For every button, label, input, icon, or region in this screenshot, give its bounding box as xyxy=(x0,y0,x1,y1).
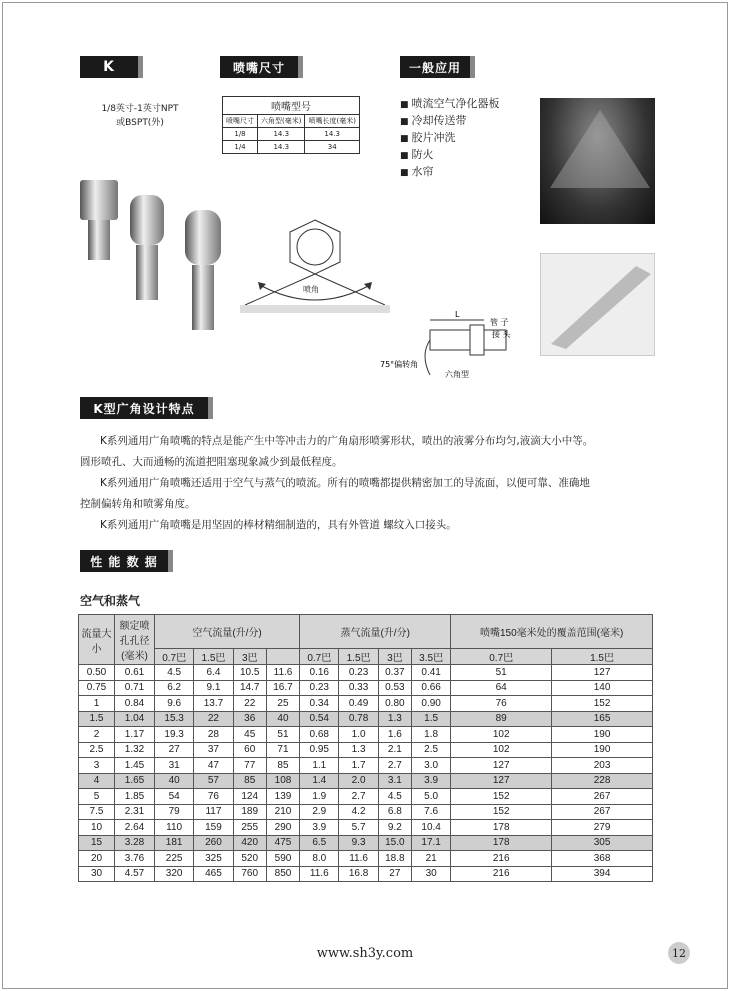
table-cell: 0.90 xyxy=(411,696,450,712)
table-cell: 1.3 xyxy=(339,742,378,758)
table-cell: 139 xyxy=(266,789,299,805)
coverage-pressure: 0.7巴 xyxy=(451,649,552,665)
dim-cell: 14.3 xyxy=(305,128,359,141)
table-cell: 30 xyxy=(79,866,115,882)
table-cell: 54 xyxy=(155,789,194,805)
table-cell: 71 xyxy=(266,742,299,758)
table-cell: 0.84 xyxy=(115,696,155,712)
table-cell: 1.17 xyxy=(115,727,155,743)
spray-angle-diagram xyxy=(240,210,390,320)
table-cell: 225 xyxy=(155,851,194,867)
table-cell: 5.7 xyxy=(339,820,378,836)
table-cell: 0.78 xyxy=(339,711,378,727)
table-cell: 0.49 xyxy=(339,696,378,712)
table-cell: 21 xyxy=(411,851,450,867)
table-cell: 165 xyxy=(552,711,653,727)
table-cell: 18.8 xyxy=(378,851,411,867)
table-cell: 216 xyxy=(451,851,552,867)
table-row xyxy=(79,866,653,882)
table-cell: 1.7 xyxy=(339,758,378,774)
table-cell: 7.6 xyxy=(411,804,450,820)
table-cell: 394 xyxy=(552,866,653,882)
table-cell: 0.16 xyxy=(300,665,339,681)
table-cell: 305 xyxy=(552,835,653,851)
table-cell: 76 xyxy=(194,789,233,805)
table-cell: 127 xyxy=(552,665,653,681)
table-cell: 89 xyxy=(451,711,552,727)
table-cell: 108 xyxy=(266,773,299,789)
table-cell: 9.2 xyxy=(378,820,411,836)
table-cell: 0.41 xyxy=(411,665,450,681)
table-cell: 30 xyxy=(411,866,450,882)
table-cell: 4.2 xyxy=(339,804,378,820)
table-cell: 1.9 xyxy=(300,789,339,805)
table-row xyxy=(79,851,653,867)
table-cell: 465 xyxy=(194,866,233,882)
table-row xyxy=(79,789,653,805)
table-cell: 37 xyxy=(194,742,233,758)
design-paragraph-2: K系列通用广角喷嘴还适用于空气与蒸气的喷流。所有的喷嘴都提供精密加工的导流面，以便可靠、准确地 xyxy=(100,477,590,489)
table-cell: 9.1 xyxy=(194,680,233,696)
table-row xyxy=(79,680,653,696)
table-cell: 57 xyxy=(194,773,233,789)
deflection-diagram xyxy=(370,305,530,385)
table-cell: 47 xyxy=(194,758,233,774)
table-cell: 8.0 xyxy=(300,851,339,867)
table-cell: 2.1 xyxy=(378,742,411,758)
design-tag: K型广角设计特点 xyxy=(80,397,208,419)
table-cell: 2.7 xyxy=(378,758,411,774)
table-cell: 6.4 xyxy=(194,665,233,681)
table-cell: 76 xyxy=(451,696,552,712)
table-cell: 2.31 xyxy=(115,804,155,820)
table-cell: 31 xyxy=(155,758,194,774)
table-cell: 16.8 xyxy=(339,866,378,882)
table-cell: 64 xyxy=(451,680,552,696)
table-cell: 85 xyxy=(233,773,266,789)
table-cell: 2.64 xyxy=(115,820,155,836)
table-cell: 279 xyxy=(552,820,653,836)
table-cell: 368 xyxy=(552,851,653,867)
table-row xyxy=(79,696,653,712)
table-cell: 27 xyxy=(378,866,411,882)
table-cell: 51 xyxy=(451,665,552,681)
table-cell: 60 xyxy=(233,742,266,758)
steam-pressure: 3巴 xyxy=(378,649,411,665)
design-paragraph-3: K系列通用广角喷嘴是用坚固的棒材精细制造的，具有外管道 螺纹入口接头。 xyxy=(100,519,457,531)
applications-list xyxy=(400,96,500,181)
table-cell: 4.57 xyxy=(115,866,155,882)
table-cell: 15 xyxy=(79,835,115,851)
table-cell: 4.5 xyxy=(155,665,194,681)
table-cell: 320 xyxy=(155,866,194,882)
table-cell: 1.5 xyxy=(411,711,450,727)
spray-photo-side xyxy=(540,253,655,356)
table-cell: 36 xyxy=(233,711,266,727)
table-cell: 190 xyxy=(552,727,653,743)
table-row xyxy=(79,742,653,758)
table-cell: 178 xyxy=(451,835,552,851)
table-cell: 181 xyxy=(155,835,194,851)
performance-table xyxy=(78,614,653,882)
table-cell: 0.95 xyxy=(300,742,339,758)
table-row xyxy=(79,758,653,774)
series-tag: K xyxy=(80,56,138,78)
table-cell: 15.0 xyxy=(378,835,411,851)
table-cell: 0.23 xyxy=(300,680,339,696)
table-cell: 7.5 xyxy=(79,804,115,820)
performance-body xyxy=(79,665,653,882)
table-cell: 210 xyxy=(266,804,299,820)
application-item: ■ 冷却传送带 xyxy=(400,113,500,130)
dim-cell: 1/4 xyxy=(223,141,258,154)
table-cell: 475 xyxy=(266,835,299,851)
air-pressure: 3巴 xyxy=(233,649,266,665)
table-cell: 2.7 xyxy=(339,789,378,805)
page-number: 12 xyxy=(668,942,690,964)
table-cell: 124 xyxy=(233,789,266,805)
air-pressure: 0.7巴 xyxy=(155,649,194,665)
table-cell: 3.0 xyxy=(411,758,450,774)
steam-pressure: 1.5巴 xyxy=(339,649,378,665)
thread-spec xyxy=(90,102,190,130)
table-cell: 28 xyxy=(194,727,233,743)
table-cell: 140 xyxy=(552,680,653,696)
size-tag: 喷嘴尺寸 xyxy=(220,56,298,78)
table-cell: 11.6 xyxy=(339,851,378,867)
table-cell: 152 xyxy=(451,789,552,805)
table-row xyxy=(79,727,653,743)
table-cell: 3.28 xyxy=(115,835,155,851)
pipe-label-1: 管 子 xyxy=(490,318,509,327)
table-cell: 0.66 xyxy=(411,680,450,696)
table-cell: 1.0 xyxy=(339,727,378,743)
table-cell: 178 xyxy=(451,820,552,836)
table-cell: 2.0 xyxy=(339,773,378,789)
dim-header: 喷嘴尺寸 xyxy=(223,115,258,128)
table-cell: 17.1 xyxy=(411,835,450,851)
spray-photo-front xyxy=(540,98,655,224)
table-cell: 79 xyxy=(155,804,194,820)
table-cell: 3.9 xyxy=(411,773,450,789)
table-cell: 189 xyxy=(233,804,266,820)
table-row xyxy=(79,665,653,681)
table-cell: 5.0 xyxy=(411,789,450,805)
application-item: ■ 防火 xyxy=(400,147,500,164)
table-cell: 16.7 xyxy=(266,680,299,696)
dim-cell: 1/8 xyxy=(223,128,258,141)
hex-label: 六角型 xyxy=(445,370,469,379)
table-cell: 255 xyxy=(233,820,266,836)
table-cell: 2 xyxy=(79,727,115,743)
application-item: ■ 喷流空气净化器板 xyxy=(400,96,500,113)
table-cell: 190 xyxy=(552,742,653,758)
table-cell: 10.5 xyxy=(233,665,266,681)
header-steam: 蒸气流量(升/分) xyxy=(300,615,451,649)
table-cell: 6.5 xyxy=(300,835,339,851)
steam-pressure: 3.5巴 xyxy=(411,649,450,665)
table-cell: 51 xyxy=(266,727,299,743)
table-cell: 10.4 xyxy=(411,820,450,836)
table-row xyxy=(79,711,653,727)
thread-spec-line1: 1/8英寸-1英寸NPT xyxy=(101,104,179,114)
pipe-label-2: 接 头 xyxy=(492,330,511,339)
table-cell: 40 xyxy=(266,711,299,727)
header-air: 空气流量(升/分) xyxy=(155,615,300,649)
application-tag: 一般应用 xyxy=(400,56,470,78)
table-cell: 9.6 xyxy=(155,696,194,712)
table-cell: 0.71 xyxy=(115,680,155,696)
table-cell: 1.5 xyxy=(79,711,115,727)
table-cell: 520 xyxy=(233,851,266,867)
header-coverage: 喷嘴150毫米处的覆盖范围(毫米) xyxy=(451,615,653,649)
table-cell: 0.54 xyxy=(300,711,339,727)
table-cell: 0.53 xyxy=(378,680,411,696)
table-cell: 1.65 xyxy=(115,773,155,789)
table-cell: 152 xyxy=(451,804,552,820)
design-paragraph-2b: 控制偏转角和喷雾角度。 xyxy=(80,498,196,510)
table-row xyxy=(79,820,653,836)
table-row xyxy=(79,835,653,851)
table-cell: 40 xyxy=(155,773,194,789)
nozzle-photo xyxy=(70,150,240,340)
table-cell: 4.5 xyxy=(378,789,411,805)
table-cell: 127 xyxy=(451,758,552,774)
table-cell: 0.23 xyxy=(339,665,378,681)
table-cell: 3.1 xyxy=(378,773,411,789)
application-item: ■ 胶片冲洗 xyxy=(400,130,500,147)
table-cell: 760 xyxy=(233,866,266,882)
table-cell: 325 xyxy=(194,851,233,867)
table-cell: 3.9 xyxy=(300,820,339,836)
table-cell: 152 xyxy=(552,696,653,712)
table-cell: 290 xyxy=(266,820,299,836)
table-cell: 127 xyxy=(451,773,552,789)
dim-cell: 14.3 xyxy=(258,141,305,154)
table-cell: 6.2 xyxy=(155,680,194,696)
table-cell: 102 xyxy=(451,742,552,758)
table-cell: 85 xyxy=(266,758,299,774)
table-cell: 0.34 xyxy=(300,696,339,712)
header-flow: 流量大小 xyxy=(79,615,115,665)
table-cell: 228 xyxy=(552,773,653,789)
table-cell: 420 xyxy=(233,835,266,851)
table-cell: 1.32 xyxy=(115,742,155,758)
table-cell: 19.3 xyxy=(155,727,194,743)
table-cell: 267 xyxy=(552,804,653,820)
table-cell: 2.5 xyxy=(79,742,115,758)
table-cell: 0.61 xyxy=(115,665,155,681)
table-cell: 110 xyxy=(155,820,194,836)
table-cell: 11.6 xyxy=(266,665,299,681)
table-cell: 267 xyxy=(552,789,653,805)
table-cell: 0.50 xyxy=(79,665,115,681)
table-cell: 1.1 xyxy=(300,758,339,774)
table-cell: 1.3 xyxy=(378,711,411,727)
dimension-table xyxy=(222,96,360,154)
air-pressure: 1.5巴 xyxy=(194,649,233,665)
table-cell: 14.7 xyxy=(233,680,266,696)
table-cell: 216 xyxy=(451,866,552,882)
dim-title: 喷嘴型号 xyxy=(223,97,360,115)
deflection-label: 75°偏转角 xyxy=(380,360,419,369)
table-cell: 1 xyxy=(79,696,115,712)
table-cell: 27 xyxy=(155,742,194,758)
table-cell: 10 xyxy=(79,820,115,836)
table-cell: 2.9 xyxy=(300,804,339,820)
table-cell: 45 xyxy=(233,727,266,743)
coverage-pressure: 1.5巴 xyxy=(552,649,653,665)
table-cell: 0.68 xyxy=(300,727,339,743)
dim-header: 喷嘴长度(毫米) xyxy=(305,115,359,128)
design-paragraph-1b: 圆形喷孔、大而通畅的流道把阻塞现象减少到最低程度。 xyxy=(80,456,343,468)
table-row xyxy=(79,773,653,789)
table-cell: 3.76 xyxy=(115,851,155,867)
table-cell: 22 xyxy=(194,711,233,727)
table-cell: 11.6 xyxy=(300,866,339,882)
table-cell: 1.04 xyxy=(115,711,155,727)
header-diameter: 额定喷孔孔径(毫米) xyxy=(115,615,155,665)
table-cell: 1.4 xyxy=(300,773,339,789)
table-cell: 2.5 xyxy=(411,742,450,758)
dim-header: 六角型(毫米) xyxy=(258,115,305,128)
table-cell: 159 xyxy=(194,820,233,836)
table-cell: 1.8 xyxy=(411,727,450,743)
thread-spec-line2: 或BSPT(外) xyxy=(116,118,164,128)
table-cell: 1.6 xyxy=(378,727,411,743)
table-cell: 0.33 xyxy=(339,680,378,696)
table-cell: 22 xyxy=(233,696,266,712)
footer-url: www.sh3y.com xyxy=(316,946,414,961)
table-cell: 3 xyxy=(79,758,115,774)
dim-cell: 34 xyxy=(305,141,359,154)
table-cell: 25 xyxy=(266,696,299,712)
table-cell: 590 xyxy=(266,851,299,867)
table-cell: 0.37 xyxy=(378,665,411,681)
table-cell: 5 xyxy=(79,789,115,805)
table-cell: 9.3 xyxy=(339,835,378,851)
table-cell: 203 xyxy=(552,758,653,774)
table-cell: 850 xyxy=(266,866,299,882)
steam-pressure: 0.7巴 xyxy=(300,649,339,665)
performance-tag: 性 能 数 据 xyxy=(80,550,168,572)
performance-subtitle: 空气和蒸气 xyxy=(80,594,141,608)
dim-cell: 14.3 xyxy=(258,128,305,141)
length-label: L xyxy=(455,310,460,319)
table-cell: 20 xyxy=(79,851,115,867)
spray-angle-label: 喷角 xyxy=(303,285,319,294)
air-pressure xyxy=(266,649,299,665)
table-cell: 102 xyxy=(451,727,552,743)
table-cell: 13.7 xyxy=(194,696,233,712)
table-cell: 0.80 xyxy=(378,696,411,712)
table-cell: 15.3 xyxy=(155,711,194,727)
application-item: ■ 水帘 xyxy=(400,164,500,181)
table-cell: 77 xyxy=(233,758,266,774)
table-cell: 6.8 xyxy=(378,804,411,820)
table-cell: 0.75 xyxy=(79,680,115,696)
table-cell: 117 xyxy=(194,804,233,820)
table-cell: 1.45 xyxy=(115,758,155,774)
design-paragraph-1: K系列通用广角喷嘴的特点是能产生中等冲击力的广角扇形喷雾形状，喷出的液雾分布均匀,液滴大小中等。 xyxy=(100,435,594,447)
table-row xyxy=(79,804,653,820)
table-cell: 4 xyxy=(79,773,115,789)
table-cell: 1.85 xyxy=(115,789,155,805)
table-cell: 260 xyxy=(194,835,233,851)
